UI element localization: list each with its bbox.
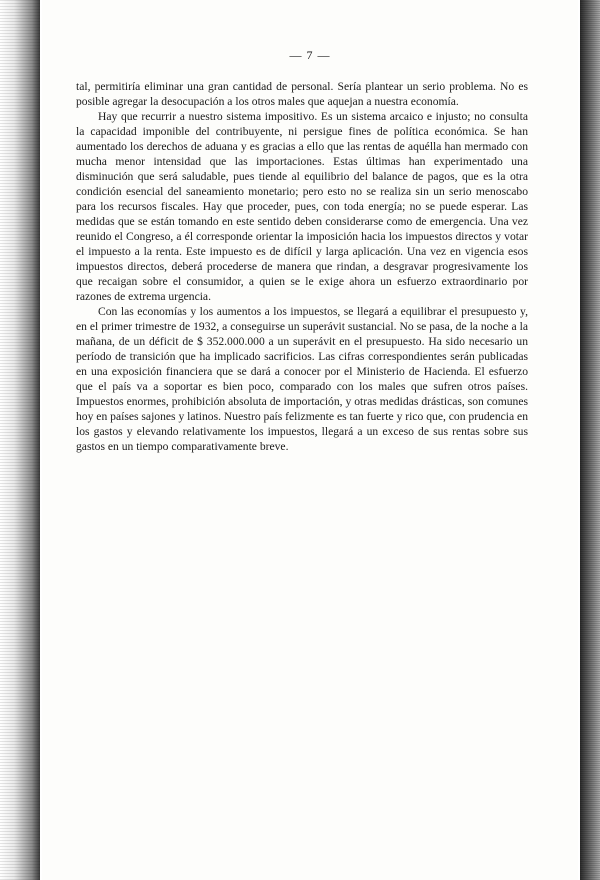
scan-right-edge (580, 0, 600, 880)
scan-left-edge (0, 0, 40, 880)
body-text (76, 79, 528, 454)
paragraph-1: tal, permitiría eliminar una gran cantidad de personal. Sería plantear un serio problema. No es posible agregar la desocupación a los otros males que aquejan a nuestra economía. (76, 80, 528, 108)
paragraph-2: Hay que recurrir a nuestro sistema impositivo. Es un sistema arcaico e injusto; no consulta la capacidad imponible del contribuyente, ni persigue fines de política económica. Se han aumentado los derechos de aduana y es gracias a ello que las rentas de aquélla han mermado con mucha menor intensidad que las importaciones. Estas últimas han experimentado una disminución que será saludable, pues tiende al equilibrio del balance de pagos, que es la otra condición esencial del saneamiento monetario; pero esto no se realiza sin un serio menoscabo para los recursos fiscales. Hay que proceder, pues, con toda energía; no se puede esperar. Las medidas que se están tomando en este sentido deben considerarse como de emergencia. Una vez reunido el Congreso, a él corresponde orientar la imposición hacia los impuestos directos y votar el impuesto a la renta. Este impuesto es de difícil y larga aplicación. Una vez en vigencia esos impuestos directos, deberá procederse de manera que rindan, a desgravar progresivamente los que recaigan sobre el consumidor, a quien se le exige ahora un esfuerzo extraordinario por razones de extrema urgencia. (76, 110, 528, 303)
page-number: — 7 — (289, 48, 331, 62)
document-page (42, 0, 578, 880)
paragraph-3: Con las economías y los aumentos a los impuestos, se llegará a equilibrar el presupuesto y, en el primer trimestre de 1932, a conseguirse un superávit sustancial. No se pasa, de la noche a la mañana, de un déficit de $ 352.000.000 a un superávit en el presupuesto. Ha sido necesario un período de transición que ha implicado sacrificios. Las cifras correspondientes serán publicadas en una exposición financiera que se dará a conocer por el Ministerio de Hacienda. El esfuerzo que el país va a soportar es bien poco, comparado con los males que sufren otros países. Impuestos enormes, prohibición absoluta de importación, y otras medidas drásticas, son comunes hoy en países sajones y latinos. Nuestro país felizmente es tan fuerte y rico que, con prudencia en los gastos y elevando relativamente los impuestos, llegará a un exceso de sus rentas sobre sus gastos en un tiempo comparativamente breve. (76, 305, 528, 453)
